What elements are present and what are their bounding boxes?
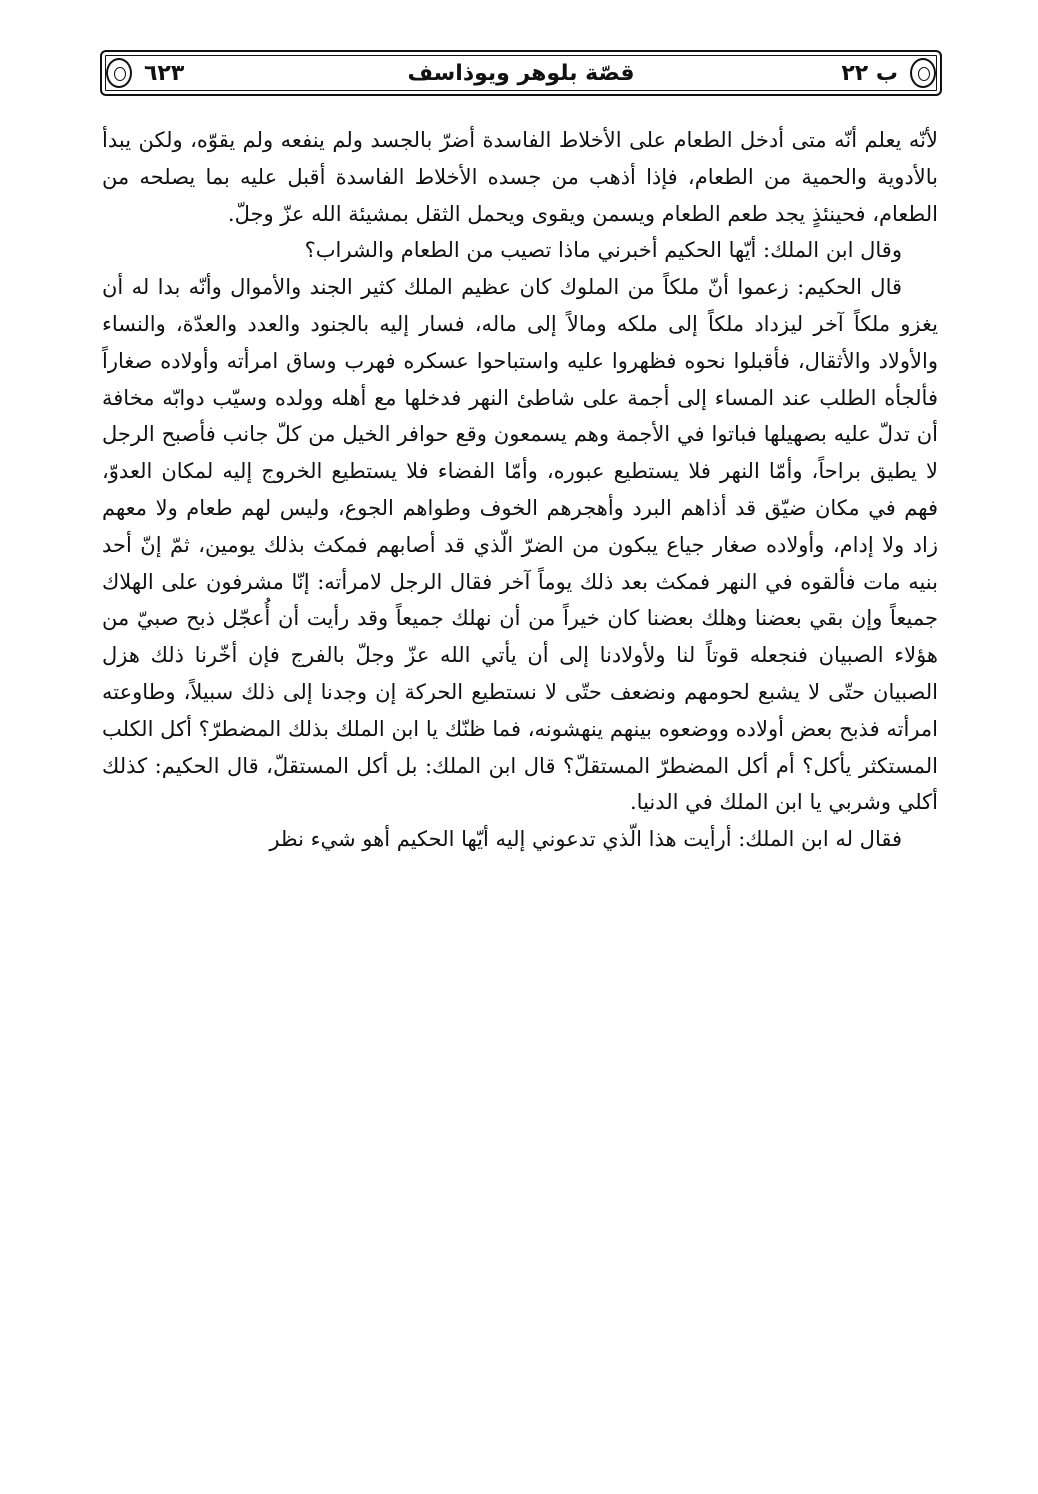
body-text xyxy=(102,122,938,858)
chapter-reference: ب ٢٢ xyxy=(841,61,898,86)
paragraph: قال الحكيم: زعموا أنّ ملكاً من الملوك كان عظيم الملك كثير الجند والأموال وأنّه بدا له أن يغزو ملكاً آخر ليزداد ملكاً إلى ملكه ومالاً إلى ماله، فسار إليه بالجنود والعدد والعدّة، والنساء والأولاد والأثقال، فأقبلوا نحوه فظهروا عليه واستباحوا عسكره فهرب وساق امرأته وأولاده صغاراً فألجأه الطلب عند المساء إلى أجمة على شاطئ النهر فدخلها مع أهله وولده وسيّب دوابّه مخافة أن تدلّ عليه بصهيلها فباتوا في الأجمة وهم يسمعون وقع حوافر الخيل من كلّ جانب فأصبح الرجل لا يطيق براحاً، وأمّا النهر فلا يستطيع عبوره، وأمّا الفضاء فلا يستطيع الخروج إليه لمكان العدوّ، فهم في مكان ضيّق قد أذاهم البرد وأهجرهم الخوف وطواهم الجوع، وليس لهم طعام ولا معهم زاد ولا إدام، وأولاده صغار جياع يبكون من الضرّ الّذي قد أصابهم فمكث بذلك يومين، ثمّ إنّ أحد بنيه مات فألقوه في النهر فمكث بعد ذلك يوماً آخر فقال الرجل لامرأته: إنّا مشرفون على الهلاك جميعاً وإن بقي بعضنا وهلك بعضنا كان خيراً من أن نهلك جميعاً وقد رأيت أن أُعجّل ذبح صبيّ من هؤلاء الصبيان فنجعله قوتاً لنا ولأولادنا إلى أن يأتي الله عزّ وجلّ بالفرج فإن أخّرنا ذلك هزل الصبيان حتّى لا يشبع لحومهم ونضعف حتّى لا نستطيع الحركة إن وجدنا إلى ذلك سبيلاً، وطاوعته امرأته فذبح بعض أولاده ووضعوه بينهم ينهشونه، فما ظنّك يا ابن الملك بذلك المضطرّ؟ أكل الكلب المستكثر يأكل؟ أم أكل المضطرّ المستقلّ؟ قال ابن الملك: بل أكل المستقلّ، قال الحكيم: كذلك أكلي وشربي يا ابن الملك في الدنيا. xyxy=(102,275,938,815)
running-title: قصّة بلوهر ويوذاسف xyxy=(407,61,635,86)
paragraph: لأنّه يعلم أنّه متى أدخل الطعام على الأخلاط الفاسدة أضرّ بالجسد ولم ينفعه ولم يقوّه، ولكن يبدأ بالأدوية والحمية من الطعام، فإذا أذهب من جسده الأخلاط الفاسدة أقبل عليه بما يصلحه من الطعام، فحينئذٍ يجد طعم الطعام ويسمن ويقوى ويحمل الثقل بمشيئة الله عزّ وجلّ. xyxy=(102,128,938,226)
ornament-icon xyxy=(106,58,132,88)
ornament-icon xyxy=(910,58,936,88)
page-number: ٦٢٣ xyxy=(144,61,185,86)
running-header xyxy=(100,50,942,96)
paragraph: وقال ابن الملك: أيّها الحكيم أخبرني ماذا تصيب من الطعام والشراب؟ xyxy=(304,238,902,263)
paragraph: فقال له ابن الملك: أرأيت هذا الّذي تدعوني إليه أيّها الحكيم أهو شيء نظر xyxy=(269,827,902,852)
